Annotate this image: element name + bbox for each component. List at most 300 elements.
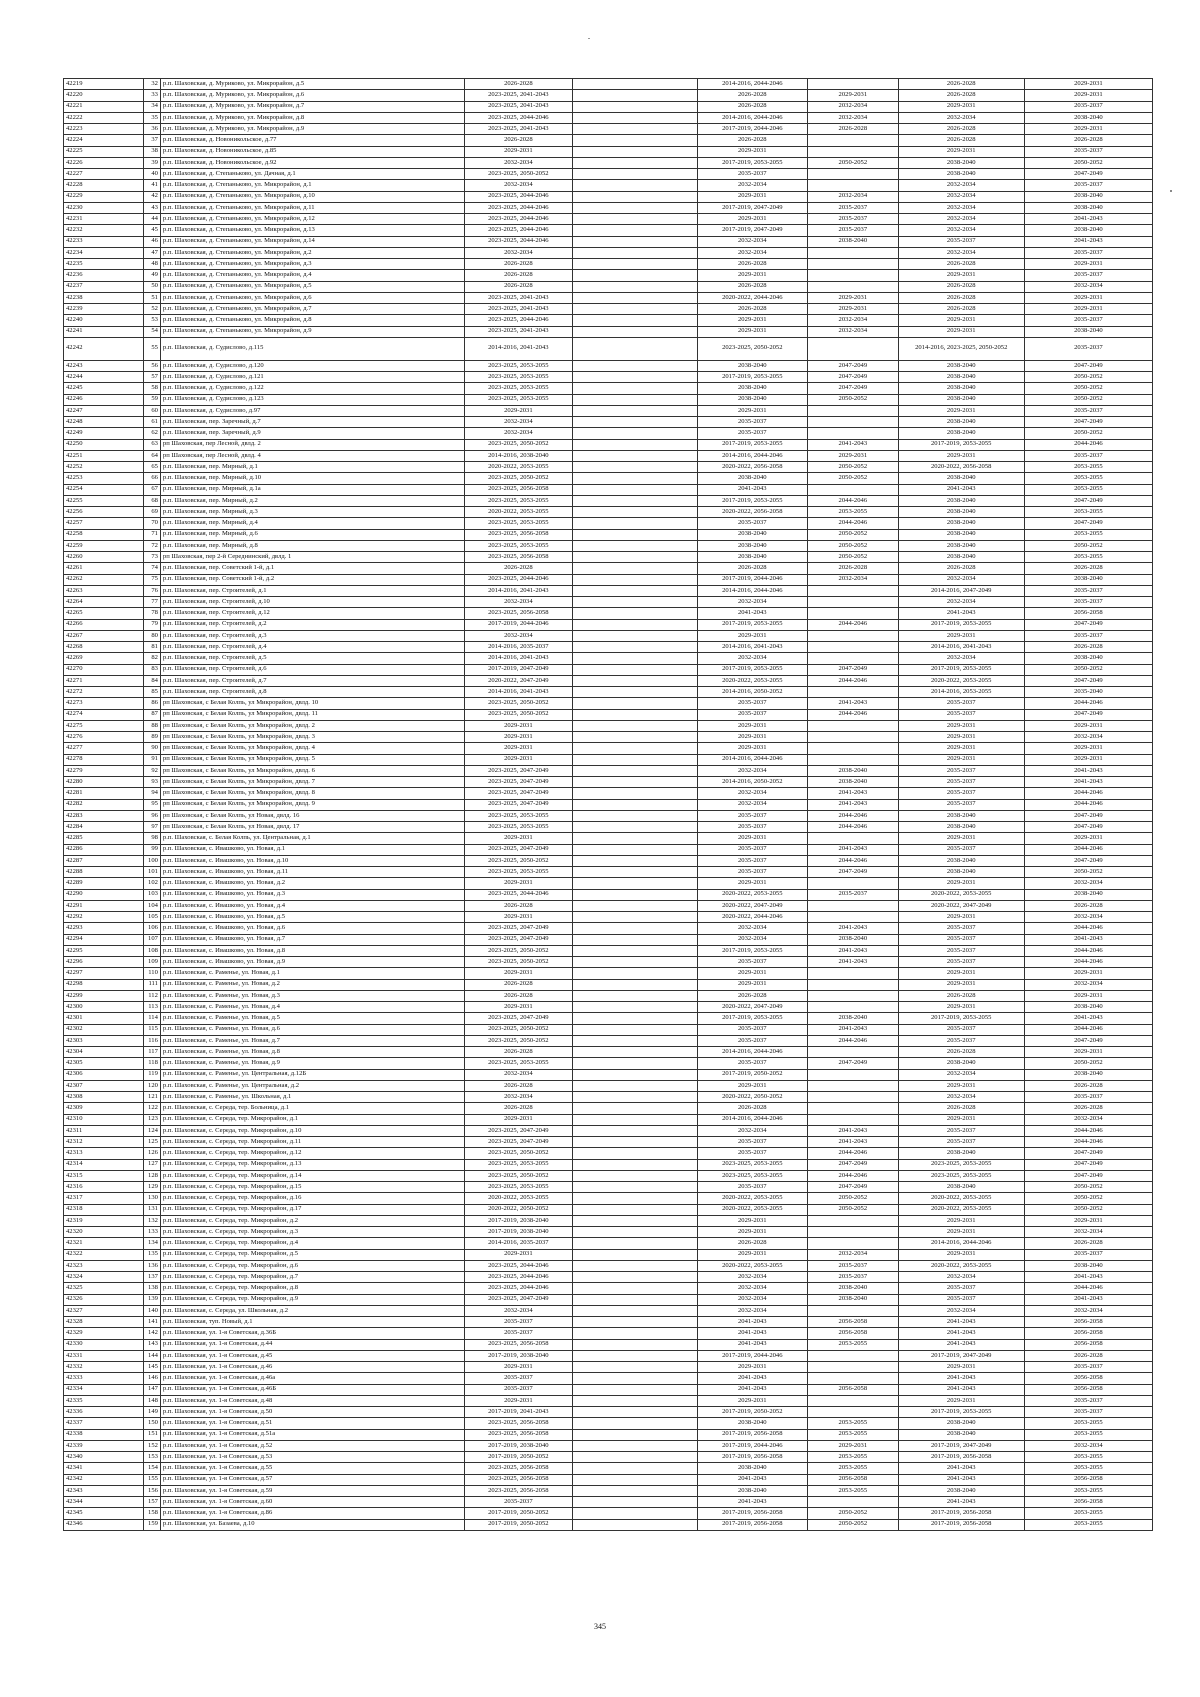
period-col-4-cell: 2047-2049 [808,372,899,383]
period-col-2-cell [572,1215,697,1226]
period-col-4-cell: 2053-2055 [808,1463,899,1474]
registry-id-cell: 42328 [64,1317,144,1328]
period-col-3-cell: 2026-2028 [697,101,807,112]
table-row [64,608,1153,619]
period-col-4-cell: 2035-2037 [808,1260,899,1271]
period-col-1-cell: 2026-2028 [465,1047,572,1058]
period-col-1-cell: 2023-2025, 2041-2043 [465,304,572,315]
registry-id-cell: 42280 [64,777,144,788]
period-col-5-cell: 2026-2028 [898,135,1024,146]
row-number-cell: 68 [144,495,161,506]
period-col-2-cell [572,337,697,360]
address-cell: р.п. Шаховская, ул. 1-я Советская, д.51а [160,1429,464,1440]
table-row [64,1182,1153,1193]
row-number-cell: 91 [144,754,161,765]
period-col-1-cell: 2023-2025, 2044-2046 [465,315,572,326]
period-col-5-cell: 2029-2031 [898,732,1024,743]
period-col-1-cell: 2029-2031 [465,1114,572,1125]
period-col-4-cell [808,900,899,911]
period-col-6-cell: 2035-2037 [1024,315,1152,326]
registry-id-cell: 42344 [64,1497,144,1508]
registry-id-cell: 42337 [64,1418,144,1429]
period-col-5-cell: 2017-2019, 2053-2055 [898,1013,1024,1024]
period-col-5-cell: 2041-2043 [898,1497,1024,1508]
period-col-1-cell: 2029-2031 [465,912,572,923]
address-cell: р.п. Шаховская, д. Муриково, ул. Микрорайон, д.9 [160,124,464,135]
table-row [64,1193,1153,1204]
address-cell: рп Шаховская, с Белая Колпь, ул Микрорайон, двлд. 7 [160,777,464,788]
period-col-1-cell: 2020-2022, 2047-2049 [465,675,572,686]
period-col-3-cell: 2032-2034 [697,1283,807,1294]
address-cell: рп Шаховская, с Белая Колпь, ул Микрорайон, двлд. 9 [160,799,464,810]
period-col-4-cell [808,417,899,428]
table-row [64,169,1153,180]
row-number-cell: 118 [144,1058,161,1069]
period-col-6-cell: 2038-2040 [1024,889,1152,900]
period-col-1-cell: 2029-2031 [465,720,572,731]
row-number-cell: 120 [144,1080,161,1091]
row-number-cell: 134 [144,1238,161,1249]
period-col-1-cell: 2014-2016, 2035-2037 [465,1238,572,1249]
address-cell: рп Шаховская, пер Лесной, двлд. 4 [160,450,464,461]
period-col-4-cell: 2053-2055 [808,1429,899,1440]
period-col-2-cell [572,698,697,709]
table-row [64,664,1153,675]
period-col-1-cell: 2023-2025, 2047-2049 [465,788,572,799]
period-col-4-cell: 2038-2040 [808,777,899,788]
period-col-5-cell: 2026-2028 [898,563,1024,574]
period-col-5-cell: 2038-2040 [898,169,1024,180]
period-col-5-cell: 2035-2037 [898,1283,1024,1294]
period-col-1-cell: 2023-2025, 2050-2052 [465,698,572,709]
period-col-2-cell [572,169,697,180]
period-col-3-cell: 2020-2022, 2050-2052 [697,1092,807,1103]
registry-id-cell: 42277 [64,743,144,754]
period-col-4-cell [808,1103,899,1114]
period-col-1-cell: 2026-2028 [465,281,572,292]
row-number-cell: 156 [144,1485,161,1496]
address-cell: р.п. Шаховская, д. Степаньково, ул. Микрорайон, д.14 [160,236,464,247]
period-col-2-cell [572,1384,697,1395]
row-number-cell: 116 [144,1035,161,1046]
address-cell: р.п. Шаховская, д. Судислово, д.120 [160,360,464,371]
row-number-cell: 103 [144,889,161,900]
period-col-1-cell: 2023-2025, 2044-2046 [465,202,572,213]
period-col-3-cell: 2017-2019, 2053-2055 [697,619,807,630]
row-number-cell: 121 [144,1092,161,1103]
period-col-4-cell: 2050-2052 [808,462,899,473]
period-col-3-cell: 2038-2040 [697,360,807,371]
period-col-2-cell [572,326,697,337]
registry-id-cell: 42324 [64,1272,144,1283]
registry-id-cell: 42223 [64,124,144,135]
period-col-1-cell: 2014-2016, 2041-2043 [465,653,572,664]
period-col-3-cell: 2038-2040 [697,552,807,563]
period-col-2-cell [572,292,697,303]
period-col-1-cell: 2032-2034 [465,1069,572,1080]
period-col-3-cell: 2020-2022, 2053-2055 [697,1204,807,1215]
registry-id-cell: 42270 [64,664,144,675]
registry-id-cell: 42244 [64,372,144,383]
period-col-4-cell [808,1047,899,1058]
period-col-4-cell: 2032-2034 [808,101,899,112]
address-cell: р.п. Шаховская, пер. Мирный, д.6 [160,529,464,540]
period-col-2-cell [572,1047,697,1058]
period-col-2-cell [572,473,697,484]
period-col-2-cell [572,720,697,731]
table-row [64,1463,1153,1474]
row-number-cell: 108 [144,945,161,956]
address-cell: р.п. Шаховская, с. Раменье, ул. Новая, д.3 [160,990,464,1001]
period-col-6-cell: 2029-2031 [1024,720,1152,731]
period-col-1-cell: 2023-2025, 2056-2058 [465,1429,572,1440]
period-col-2-cell [572,979,697,990]
period-col-3-cell: 2026-2028 [697,281,807,292]
table-row [64,597,1153,608]
row-number-cell: 130 [144,1193,161,1204]
table-row [64,1339,1153,1350]
period-col-6-cell: 2050-2052 [1024,1058,1152,1069]
table-row [64,1373,1153,1384]
period-col-4-cell [808,833,899,844]
period-col-4-cell: 2050-2052 [808,529,899,540]
registry-id-cell: 42319 [64,1215,144,1226]
period-col-2-cell [572,507,697,518]
registry-id-cell: 42299 [64,990,144,1001]
period-col-6-cell: 2053-2055 [1024,1519,1152,1530]
period-col-2-cell [572,518,697,529]
period-col-4-cell: 2044-2046 [808,1170,899,1181]
table-row [64,642,1153,653]
period-col-3-cell: 2035-2037 [697,169,807,180]
period-col-2-cell [572,1024,697,1035]
table-row [64,304,1153,315]
period-col-3-cell: 2017-2019, 2053-2055 [697,1013,807,1024]
period-col-3-cell: 2029-2031 [697,405,807,416]
period-col-4-cell: 2053-2055 [808,507,899,518]
period-col-4-cell: 2035-2037 [808,889,899,900]
period-col-3-cell: 2029-2031 [697,270,807,281]
period-col-6-cell: 2044-2046 [1024,788,1152,799]
period-col-3-cell: 2017-2019, 2044-2046 [697,574,807,585]
period-col-5-cell: 2032-2034 [898,191,1024,202]
period-col-5-cell: 2020-2022, 2056-2058 [898,462,1024,473]
period-col-2-cell [572,968,697,979]
period-col-3-cell: 2035-2037 [697,1035,807,1046]
period-col-1-cell: 2035-2037 [465,1384,572,1395]
row-number-cell: 145 [144,1362,161,1373]
period-col-3-cell: 2032-2034 [697,180,807,191]
period-col-6-cell: 2044-2046 [1024,844,1152,855]
period-col-4-cell: 2044-2046 [808,1148,899,1159]
period-col-2-cell [572,1272,697,1283]
table-row [64,1305,1153,1316]
period-col-6-cell: 2047-2049 [1024,495,1152,506]
period-col-5-cell: 2029-2031 [898,315,1024,326]
period-col-4-cell [808,1238,899,1249]
row-number-cell: 125 [144,1137,161,1148]
period-col-3-cell: 2041-2043 [697,1373,807,1384]
period-col-3-cell: 2041-2043 [697,1384,807,1395]
registry-id-cell: 42333 [64,1373,144,1384]
registry-id-cell: 42279 [64,765,144,776]
period-col-5-cell: 2029-2031 [898,450,1024,461]
period-col-4-cell: 2029-2031 [808,1440,899,1451]
table-row [64,236,1153,247]
period-col-5-cell: 2014-2016, 2023-2025, 2050-2052 [898,337,1024,360]
address-cell: р.п. Шаховская, с. Середа, тер. Микрорайон, д.15 [160,1182,464,1193]
period-col-4-cell [808,1395,899,1406]
period-col-1-cell: 2023-2025, 2050-2052 [465,855,572,866]
registry-id-cell: 42308 [64,1092,144,1103]
period-col-6-cell: 2029-2031 [1024,990,1152,1001]
table-row [64,1452,1153,1463]
address-cell: р.п. Шаховская, д. Новоникольское, д.77 [160,135,464,146]
period-col-3-cell: 2029-2031 [697,1227,807,1238]
table-row [64,1260,1153,1271]
row-number-cell: 94 [144,788,161,799]
row-number-cell: 71 [144,529,161,540]
registry-id-cell: 42238 [64,292,144,303]
registry-id-cell: 42260 [64,552,144,563]
table-row [64,1508,1153,1519]
row-number-cell: 43 [144,202,161,213]
period-col-6-cell: 2053-2055 [1024,529,1152,540]
period-col-6-cell: 2044-2046 [1024,1024,1152,1035]
period-col-4-cell [808,1080,899,1091]
period-col-1-cell: 2023-2025, 2047-2049 [465,1013,572,1024]
period-col-1-cell: 2023-2025, 2053-2055 [465,518,572,529]
address-cell: р.п. Шаховская, с. Середа, тер. Микрорайон, д.12 [160,1148,464,1159]
period-col-6-cell: 2050-2052 [1024,1182,1152,1193]
period-col-4-cell [808,1114,899,1125]
period-col-5-cell: 2032-2034 [898,1092,1024,1103]
period-col-1-cell: 2017-2019, 2050-2052 [465,1452,572,1463]
table-row [64,225,1153,236]
row-number-cell: 128 [144,1170,161,1181]
period-col-5-cell: 2029-2031 [898,1249,1024,1260]
table-row [64,529,1153,540]
period-col-6-cell: 2044-2046 [1024,945,1152,956]
period-col-1-cell: 2032-2034 [465,1092,572,1103]
registry-id-cell: 42269 [64,653,144,664]
table-row [64,1407,1153,1418]
period-col-5-cell: 2041-2043 [898,484,1024,495]
table-row [64,732,1153,743]
row-number-cell: 131 [144,1204,161,1215]
period-col-1-cell: 2014-2016, 2041-2043 [465,585,572,596]
row-number-cell: 41 [144,180,161,191]
row-number-cell: 149 [144,1407,161,1418]
period-col-2-cell [572,146,697,157]
period-col-3-cell: 2029-2031 [697,315,807,326]
period-col-6-cell: 2044-2046 [1024,1125,1152,1136]
period-col-6-cell: 2056-2058 [1024,1474,1152,1485]
period-col-1-cell: 2023-2025, 2047-2049 [465,923,572,934]
period-col-5-cell: 2032-2034 [898,112,1024,123]
period-col-6-cell: 2026-2028 [1024,1350,1152,1361]
row-number-cell: 64 [144,450,161,461]
row-number-cell: 132 [144,1215,161,1226]
period-col-4-cell: 2038-2040 [808,934,899,945]
period-col-3-cell: 2026-2028 [697,90,807,101]
period-col-3-cell: 2035-2037 [697,1148,807,1159]
period-col-3-cell: 2020-2022, 2047-2049 [697,1002,807,1013]
row-number-cell: 32 [144,79,161,90]
period-col-1-cell: 2029-2031 [465,146,572,157]
period-col-5-cell: 2029-2031 [898,326,1024,337]
scan-artifact [1170,190,1172,192]
period-col-5-cell: 2035-2037 [898,1137,1024,1148]
row-number-cell: 87 [144,709,161,720]
period-col-5-cell: 2023-2025, 2053-2055 [898,1170,1024,1181]
table-row [64,180,1153,191]
period-col-2-cell [572,124,697,135]
period-col-1-cell: 2032-2034 [465,180,572,191]
registry-id-cell: 42298 [64,979,144,990]
registry-id-cell: 42248 [64,417,144,428]
row-number-cell: 158 [144,1508,161,1519]
period-col-6-cell: 2047-2049 [1024,1159,1152,1170]
registry-id-cell: 42242 [64,337,144,360]
period-col-5-cell: 2038-2040 [898,473,1024,484]
table-row [64,462,1153,473]
table-row [64,1485,1153,1496]
period-col-3-cell: 2038-2040 [697,529,807,540]
period-col-2-cell [572,585,697,596]
address-cell: р.п. Шаховская, с. Середа, тер. Микрорайон, д.5 [160,1249,464,1260]
period-col-2-cell [572,394,697,405]
period-col-3-cell: 2035-2037 [697,698,807,709]
period-col-2-cell [572,417,697,428]
table-row [64,788,1153,799]
period-col-5-cell: 2029-2031 [898,833,1024,844]
row-number-cell: 33 [144,90,161,101]
registry-id-cell: 42235 [64,259,144,270]
table-row [64,1002,1153,1013]
registry-id-cell: 42247 [64,405,144,416]
period-col-5-cell: 2020-2022, 2053-2055 [898,675,1024,686]
period-col-1-cell: 2023-2025, 2050-2052 [465,1170,572,1181]
period-col-1-cell: 2023-2025, 2047-2049 [465,934,572,945]
registry-id-cell: 42274 [64,709,144,720]
address-cell: р.п. Шаховская, с. Раменье, ул. Новая, д.8 [160,1047,464,1058]
period-col-1-cell: 2023-2025, 2056-2058 [465,484,572,495]
address-cell: р.п. Шаховская, с. Ивашково, ул. Новая, д.8 [160,945,464,956]
period-col-6-cell: 2032-2034 [1024,912,1152,923]
period-col-5-cell: 2035-2037 [898,788,1024,799]
period-col-4-cell [808,1069,899,1080]
period-col-4-cell: 2032-2034 [808,112,899,123]
period-col-4-cell [808,754,899,765]
period-col-3-cell: 2017-2019, 2056-2058 [697,1429,807,1440]
period-col-1-cell: 2023-2025, 2056-2058 [465,608,572,619]
period-col-5-cell: 2038-2040 [898,552,1024,563]
row-number-cell: 122 [144,1103,161,1114]
period-col-6-cell: 2053-2055 [1024,1452,1152,1463]
page-number: 345 [594,1622,606,1631]
row-number-cell: 37 [144,135,161,146]
period-col-4-cell [808,979,899,990]
row-number-cell: 136 [144,1260,161,1271]
period-col-2-cell [572,1002,697,1013]
period-col-1-cell: 2023-2025, 2047-2049 [465,777,572,788]
table-row [64,1440,1153,1451]
address-cell: р.п. Шаховская, пер. Советский 1-й, д.2 [160,574,464,585]
period-col-5-cell: 2029-2031 [898,1002,1024,1013]
period-col-1-cell: 2023-2025, 2050-2052 [465,1035,572,1046]
period-col-3-cell: 2026-2028 [697,135,807,146]
period-col-2-cell [572,630,697,641]
period-col-6-cell: 2038-2040 [1024,1260,1152,1271]
period-col-3-cell: 2035-2037 [697,1024,807,1035]
row-number-cell: 63 [144,439,161,450]
period-col-3-cell: 2032-2034 [697,653,807,664]
period-col-3-cell: 2017-2019, 2056-2058 [697,1508,807,1519]
address-cell: р.п. Шаховская, пер. Мирный, д.10 [160,473,464,484]
period-col-6-cell: 2041-2043 [1024,1013,1152,1024]
row-number-cell: 75 [144,574,161,585]
period-col-2-cell [572,372,697,383]
row-number-cell: 127 [144,1159,161,1170]
address-cell: р.п. Шаховская, с. Раменье, ул. Новая, д.2 [160,979,464,990]
period-col-1-cell: 2023-2025, 2050-2052 [465,1024,572,1035]
period-col-2-cell [572,247,697,258]
period-col-4-cell [808,1092,899,1103]
registry-id-cell: 42258 [64,529,144,540]
row-number-cell: 157 [144,1497,161,1508]
period-col-4-cell: 2044-2046 [808,709,899,720]
period-col-1-cell: 2023-2025, 2041-2043 [465,90,572,101]
period-col-2-cell [572,135,697,146]
table-row [64,979,1153,990]
address-cell: р.п. Шаховская, с. Раменье, ул. Новая, д.6 [160,1024,464,1035]
row-number-cell: 151 [144,1429,161,1440]
period-col-6-cell: 2035-2037 [1024,146,1152,157]
period-col-4-cell [808,1305,899,1316]
period-col-6-cell: 2038-2040 [1024,202,1152,213]
period-col-3-cell: 2035-2037 [697,867,807,878]
address-cell: р.п. Шаховская, с. Середа, тер. Больница, д.1 [160,1103,464,1114]
table-row [64,1114,1153,1125]
row-number-cell: 88 [144,720,161,731]
address-cell: р.п. Шаховская, ул. 1-я Советская, д.48 [160,1395,464,1406]
period-col-3-cell: 2014-2016, 2050-2052 [697,687,807,698]
period-col-2-cell [572,1182,697,1193]
period-col-6-cell: 2050-2052 [1024,383,1152,394]
period-col-2-cell [572,732,697,743]
period-col-2-cell [572,236,697,247]
period-col-2-cell [572,1170,697,1181]
period-col-5-cell: 2026-2028 [898,90,1024,101]
address-cell: р.п. Шаховская, с. Ивашково, ул. Новая, д.2 [160,878,464,889]
address-cell: р.п. Шаховская, ул. Базаева, д.10 [160,1519,464,1530]
table-row [64,428,1153,439]
scan-artifact [588,38,590,39]
period-col-5-cell: 2020-2022, 2047-2049 [898,900,1024,911]
table-row [64,653,1153,664]
registry-id-cell: 42334 [64,1384,144,1395]
table-row [64,1058,1153,1069]
period-col-6-cell: 2029-2031 [1024,1047,1152,1058]
period-col-2-cell [572,1080,697,1091]
address-cell: рп Шаховская, с Белая Колпь, ул Микрорайон, двлд. 8 [160,788,464,799]
address-cell: р.п. Шаховская, пер. Строителей, д.12 [160,608,464,619]
registry-id-cell: 42231 [64,214,144,225]
period-col-2-cell [572,360,697,371]
period-col-1-cell: 2023-2025, 2044-2046 [465,214,572,225]
address-cell: р.п. Шаховская, пер. Мирный, д.1а [160,484,464,495]
